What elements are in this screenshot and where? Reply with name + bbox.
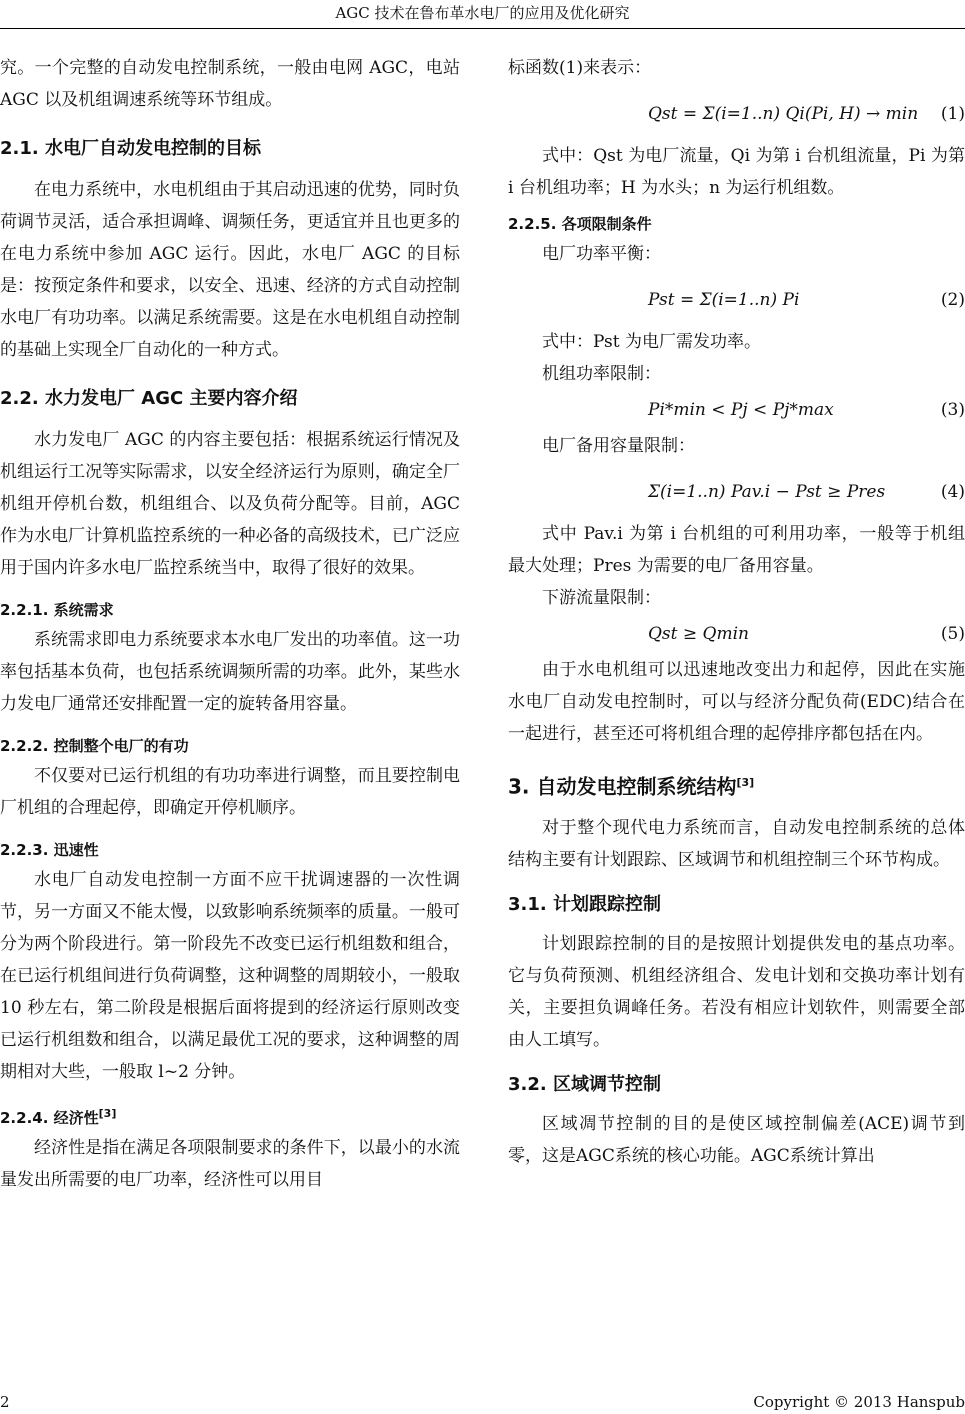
equation-3-number: (3) bbox=[940, 400, 965, 420]
subsection-heading-2-2-2: 2.2.2. 控制整个电厂的有功 bbox=[0, 737, 189, 755]
citation-ref: [3] bbox=[98, 1107, 117, 1120]
paragraph-3: 对于整个现代电力系统而言，自动发电控制系统的总体结构主要有计划跟踪、区域调节和机组控制三个环节构成。 bbox=[508, 817, 965, 870]
unit-power-limit-label: 机组功率限制： bbox=[542, 364, 661, 384]
equation-5-body: Qst ≥ Qmin bbox=[648, 624, 749, 644]
equation-1-body: Qst = Σ(i=1..n) Qi(Pi, H) → min bbox=[648, 104, 919, 124]
running-header: AGC 技术在鲁布革水电厂的应用及优化研究 bbox=[335, 4, 630, 22]
equation-3-body: Pi*min < Pj < Pj*max bbox=[648, 400, 834, 420]
equation-4-body: Σ(i=1..n) Pav.i − Pst ≥ Pres bbox=[648, 482, 886, 502]
reserve-limit-label: 电厂备用容量限制： bbox=[542, 436, 695, 456]
intro-paragraph: 究。一个完整的自动发电控制系统，一般由电网 AGC，电站 AGC 以及机组调速系统等环节组成。 bbox=[0, 58, 460, 110]
equation-2-number: (2) bbox=[940, 290, 965, 310]
equation-4 bbox=[508, 462, 965, 518]
equation-5 bbox=[508, 614, 965, 654]
citation-ref: [3] bbox=[736, 776, 755, 789]
equation-1 bbox=[508, 84, 965, 140]
paragraph-3-1: 计划跟踪控制的目的是按照计划提供发电的基点功率。它与负荷预测、机组经济组合、发电计划和交换功率计划有关，主要担负调峰任务。若没有相应计划软件，则需要全部由人工填写。 bbox=[508, 933, 965, 1050]
power-balance-label: 电厂功率平衡： bbox=[542, 244, 661, 264]
subsection-title: 2.2.4. 经济性 bbox=[0, 1109, 99, 1127]
equation-2 bbox=[508, 270, 965, 326]
subsection-heading-2-2-5: 2.2.5. 各项限制条件 bbox=[508, 215, 652, 233]
equation-2-explanation: 式中：Pst 为电厂需发功率。 bbox=[542, 332, 761, 352]
paragraph-2-2-4: 经济性是指在满足各项限制要求的条件下，以最小的水流量发出所需要的电厂功率，经济性可以用目 bbox=[0, 1138, 460, 1190]
section-heading-3-2: 3.2. 区域调节控制 bbox=[508, 1073, 661, 1095]
subsection-heading-2-2-4 bbox=[0, 1100, 460, 1132]
paragraph-2-2: 水力发电厂 AGC 的内容主要包括：根据系统运行情况及机组运行工况等实际需求，以安全经济运行为原则，确定全厂机组开停机台数，机组组合、以及负荷分配等。目前，AGC 作为水电厂计算机监控系统的一种必备的高级技术，已广泛应用于国内许多水电厂监控系统当中，取得了很好的效果。 bbox=[0, 430, 460, 578]
equation-1-number: (1) bbox=[940, 104, 965, 124]
paragraph-2-1: 在电力系统中，水电机组由于其启动迅速的优势，同时负荷调节灵活，适合承担调峰、调频任务，更适宜并且也更多的在电力系统中参加 AGC 运行。因此，水电厂 AGC 的目标是：按预定条件和要求，以安全、迅速、经济的方式自动控制水电厂有功功率。以满足系统需要。这是在水电机组自动控制的基础上实现全厂自动化的一种方式。 bbox=[0, 180, 460, 360]
equation-4-explanation: 式中 Pav.i 为第 i 台机组的可利用功率，一般等于机组最大处理；Pres 为需要的电厂备用容量。 bbox=[508, 524, 965, 576]
equation-1-explanation: 式中：Qst 为电厂流量，Qi 为第 i 台机组流量，Pi 为第 i 台机组功率；H 为水头；n 为运行机组数。 bbox=[508, 146, 965, 198]
paragraph-3-2: 区域凋节控制的目的是使区域控制偏差(ACE)调节到零，这是AGC系统的核心功能。AGC系统计算出 bbox=[508, 1113, 965, 1166]
left-column bbox=[0, 52, 460, 1196]
section-heading-3 bbox=[508, 766, 965, 804]
right-column bbox=[508, 52, 965, 1172]
subsection-heading-2-2-1: 2.2.1. 系统需求 bbox=[0, 601, 114, 619]
equation-4-number: (4) bbox=[940, 482, 965, 502]
equation-2-body: Pst = Σ(i=1..n) Pi bbox=[648, 290, 800, 310]
section-heading-2-2: 2.2. 水力发电厂 AGC 主要内容介绍 bbox=[0, 388, 298, 409]
copyright-notice: Copyright © 2013 Hanspub bbox=[753, 1393, 965, 1411]
page-number: 2 bbox=[0, 1393, 10, 1411]
downstream-flow-label: 下游流量限制： bbox=[542, 588, 661, 608]
paragraph-2-2-2: 不仅要对已运行机组的有功功率进行调整，而且要控制电厂机组的合理起停，即确定开停机顺序。 bbox=[0, 766, 460, 818]
continued-text: 标函数(1)来表示： bbox=[508, 58, 652, 78]
subsection-heading-2-2-3: 2.2.3. 迅速性 bbox=[0, 841, 99, 859]
edc-paragraph: 由于水电机组可以迅速地改变出力和起停，因此在实施水电厂自动发电控制时，可以与经济分配负荷(EDC)结合在一起进行，甚至还可将机组合理的起停排序都包括在内。 bbox=[508, 660, 965, 744]
equation-3 bbox=[508, 390, 965, 430]
section-heading-3-1: 3.1. 计划跟踪控制 bbox=[508, 893, 661, 915]
paragraph-2-2-1: 系统需求即电力系统要求本水电厂发出的功率值。这一功率包括基本负荷，也包括系统调频所需的功率。此外，某些水力发电厂通常还安排配置一定的旋转备用容量。 bbox=[0, 630, 460, 714]
header-rule bbox=[0, 28, 965, 29]
section-title: 3. 自动发电控制系统结构 bbox=[508, 774, 737, 799]
section-heading-2-1: 2.1. 水电厂自动发电控制的目标 bbox=[0, 138, 261, 159]
paragraph-2-2-3: 水电厂自动发电控制一方面不应干扰调速器的一次性调节，另一方面又不能太慢，以致影响系统频率的质量。一般可分为两个阶段进行。第一阶段先不改变已运行机组数和组合，在已运行机组间进行负荷调整，这种调整的周期较小，一般取 10 秒左右，第二阶段是根据后面将提到的经济运行原则改变已运行机组数和组合，以满足最优工况的要求，这种调整的周期相对大些，一般取 l~2 分钟。 bbox=[0, 870, 460, 1082]
equation-5-number: (5) bbox=[940, 624, 965, 644]
